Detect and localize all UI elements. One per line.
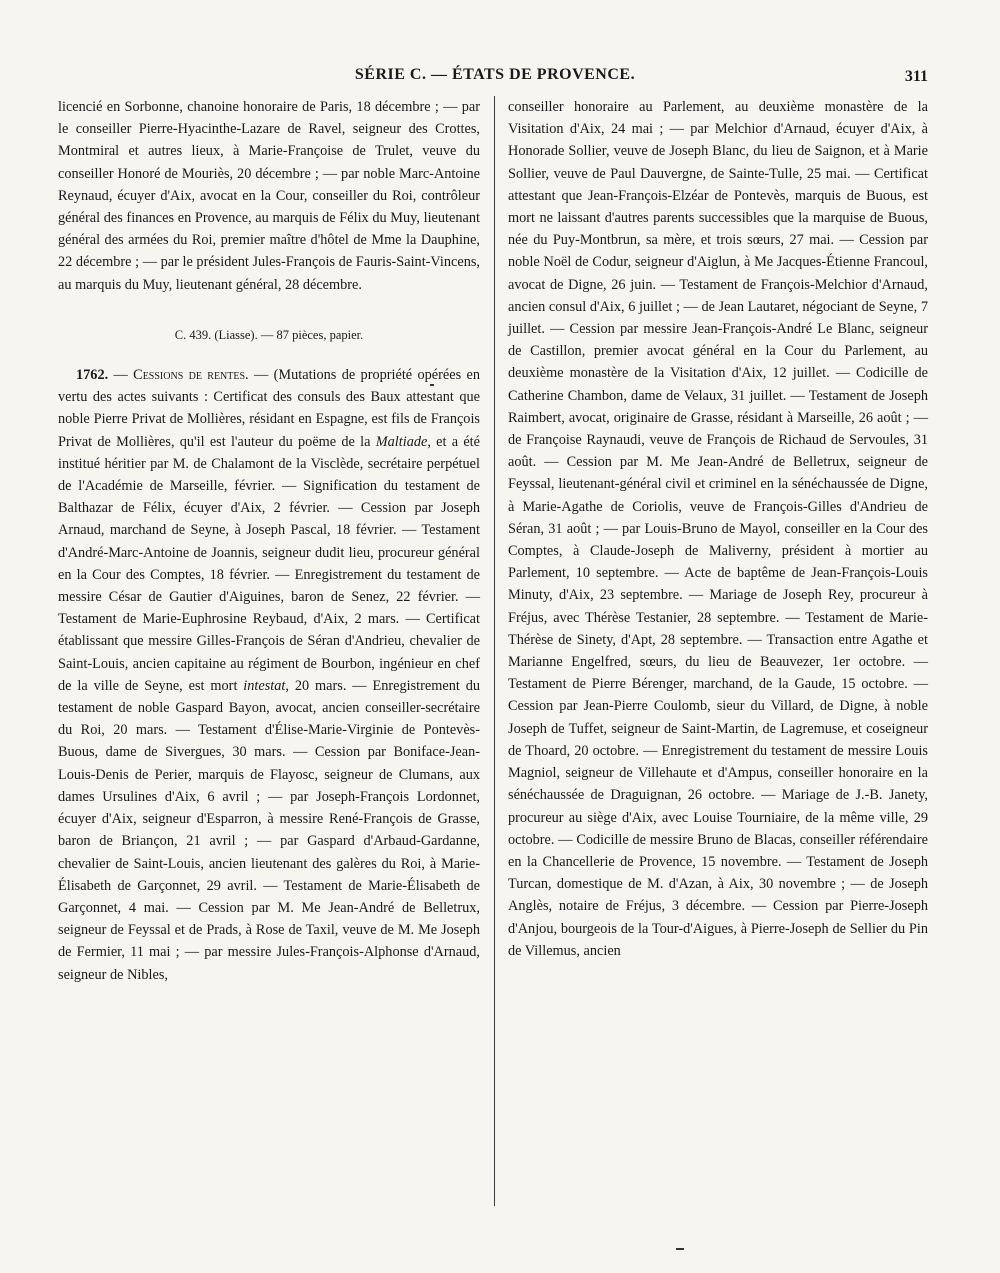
entry-italic-maltiade: Maltiade: [375, 433, 428, 450]
right-column: [508, 96, 928, 962]
entry-rubric: — Cessions de rentes.: [113, 367, 249, 384]
entry-italic-intestat: intestat: [243, 677, 286, 694]
entry-year: 1762.: [76, 367, 109, 384]
entry-text-part-2: , et a été institué héritier par M. de Chalamont de la Visclède, secrétaire perpétuel de l'Académie de Marseille, février. — Signification du testament de Balthazar de Félix, écuyer d'Aix, 2 février. — Cession par Joseph Arnaud, marchand de Seyne, à Joseph Pascal, 18 février. — Testament d'André-Marc-Antoine de Joannis, seigneur dudit lieu, procureur général en la Cour des Comptes, 18 février. — Enregistrement du testament de messire César de Gautier d'Aiguines, baron de Senez, 22 février. — Testament de Marie-Euphrosine Reybaud, d'Aix, 2 mars. — Certificat établissant que messire Gilles-François de Séran d'Andrieu, chevalier de Saint-Louis, ancien capitaine au régiment de Bourbon, ingénieur en chef de la ville de Seyne, est mort: [58, 433, 480, 694]
archive-caption: C. 439. (Liasse). — 87 pièces, papier.: [174, 327, 364, 342]
entry-text-part-3: , 20 mars. — Enregistrement du testament de noble Gaspard Bayon, avocat, ancien conseiller-secrétaire du Roi, 20 mars. — Testament d'Élise-Marie-Virginie de Pontevès-Buous, dame de Sivergues, 30 mars. — Cession par Boniface-Jean-Louis-Denis de Perier, marquis de Flayosc, seigneur de Clumans, aux dames Ursulines d'Aix, 6 avril ; — par Joseph-François Lordonnet, écuyer d'Aix, seigneur d'Esparron, à messire René-François de Grasse, baron de Briançon, 21 avril ; — par Gaspard d'Arbaud-Gardanne, chevalier de Saint-Louis, ancien lieutenant des galères du Roi, à Marie-Élisabeth de Garçonnet, 29 avril. — Testament de Marie-Élisabeth de Garçonnet, 4 mai. — Cession par M. Me Jean-André de Belletrux, seigneur de Feyssal et de Prads, à Rose de Taxil, veuve de M. Me Joseph de Fermier, 11 mai ; — par messire Jules-François-Alphonse d'Arnaud, seigneur de Nibles,: [58, 677, 480, 983]
left-column: [58, 96, 480, 986]
footer-mark: [676, 1248, 684, 1250]
running-header: [0, 66, 1000, 94]
entry-text-part-1: — (Mutations de propriété opérées en vertu des actes suivants : Certificat des consuls des Baux attestant que noble Pierre Privat de Mollières, résidant en Espagne, est fils de François Privat de Mollières, qu'il est l'auteur du poëme de la: [58, 367, 480, 450]
column-divider: [494, 96, 495, 1206]
page-title: SÉRIE C. — ÉTATS DE PROVENCE.: [354, 66, 636, 83]
entry-paragraph: [58, 364, 480, 986]
page-number: 311: [904, 68, 928, 85]
print-mark: [430, 384, 434, 386]
continuation-paragraph: licencié en Sorbonne, chanoine honoraire de Paris, 18 décembre ; — par le conseiller Pierre-Hyacinthe-Lazare de Ravel, seigneur des Crottes, Montmiral et autres lieux, à Marie-Françoise de Trulet, veuve du conseiller Honoré de Mouriès, 20 décembre ; — par noble Marc-Antoine Reynaud, écuyer d'Aix, avocat en la Cour, conseiller du Roi, contrôleur général des finances en Provence, au marquis de Félix du Muy, lieutenant général des armées du Roi, premier maître d'hôtel de Mme la Dauphine, 22 décembre ; — par le président Jules-François de Fauris-Saint-Vincens, au marquis du Muy, lieutenant général, 28 décembre.: [58, 99, 480, 293]
right-column-paragraph: conseiller honoraire au Parlement, au deuxième monastère de la Visitation d'Aix, 24 mai ; — par Melchior d'Arnaud, écuyer d'Aix, à Honorade Sollier, veuve de Joseph Blanc, du lieu de Saignon, et à Marie Sollier, veuve de Paul Dauvergne, de Sainte-Tulle, 25 mai. — Certificat attestant que Jean-François-Elzéar de Pontevès, marquis de Buous, est mort ne laissant d'autres parents successibles que la marquise de Buous, née du Puy-Montbrun, sa mère, et trois sœurs, 27 mai. — Cession par noble Noël de Codur, seigneur d'Aiglun, à Me Jacques-Étienne Francoul, avocat de Digne, 26 juin. — Testament de François-Melchior d'Arnaud, ancien consul d'Aix, 6 juillet ; — de Jean Lautaret, négociant de Seyne, 7 juillet. — Cession par messire Jean-François-André Le Blanc, seigneur de Castillon, premier avocat général en la Cour du Parlement, au deuxième monastère de la Visitation d'Aix, 12 juillet. — Codicille de Catherine Chambon, dame de Velaux, 31 juillet. — Testament de Joseph Raimbert, avocat, originaire de Grasse, résidant à Marseille, 26 août ; — de Françoise Raynaudi, veuve de François de Richaud de Servoules, 31 août. — Cession par M. Me Jean-André de Belletrux, seigneur de Feyssal, lieutenant-général civil et criminel en la sénéchaussée de Digne, à Marie-Agathe de Coriolis, veuve de François-Gilles d'Andrieu de Séran, 31 août ; — par Louis-Bruno de Mayol, conseiller en la Cour des Comptes, à Claude-Joseph de Maliverny, président à mortier au Parlement, 10 septembre. — Acte de baptême de Jean-François-Louis Minuty, d'Aix, 23 septembre. — Mariage de Joseph Rey, procureur à Fréjus, avec Thérèse Testanier, 28 septembre. — Testament de Marie-Thérèse de Sinety, d'Apt, 28 septembre. — Transaction entre Agathe et Marianne Engelfred, sœurs, du lieu de Beauvezer, 1er octobre. — Testament de Pierre Bérenger, marchand, de la Gaude, 15 octobre. — Cession par Jean-Pierre Coulomb, sieur du Villard, de Digne, à noble Joseph de Tuffet, seigneur de Saint-Martin, de Lagremuse, et coseigneur de Thoard, 20 octobre. — Enregistrement du testament de messire Louis Magniol, seigneur de Villehaute et d'Ampus, conseiller honoraire en la sénéchaussée de Draguignan, 26 octobre. — Mariage de J.-B. Janety, procureur au siège d'Aix, avec Louise Tourniaire, de la même ville, 29 octobre. — Codicille de messire Bruno de Blacas, conseiller référendaire en la Chancellerie de Provence, 15 novembre. — Testament de Joseph Turcan, domestique de M. d'Azan, à Aix, 30 novembre ; — de Joseph Anglès, notaire de Fréjus, 3 décembre. — Cession par Pierre-Joseph d'Anjou, bourgeois de la Tour-d'Aigues, à Pierre-Joseph de Sellier du Pin de Villemus, ancien: [508, 99, 928, 959]
